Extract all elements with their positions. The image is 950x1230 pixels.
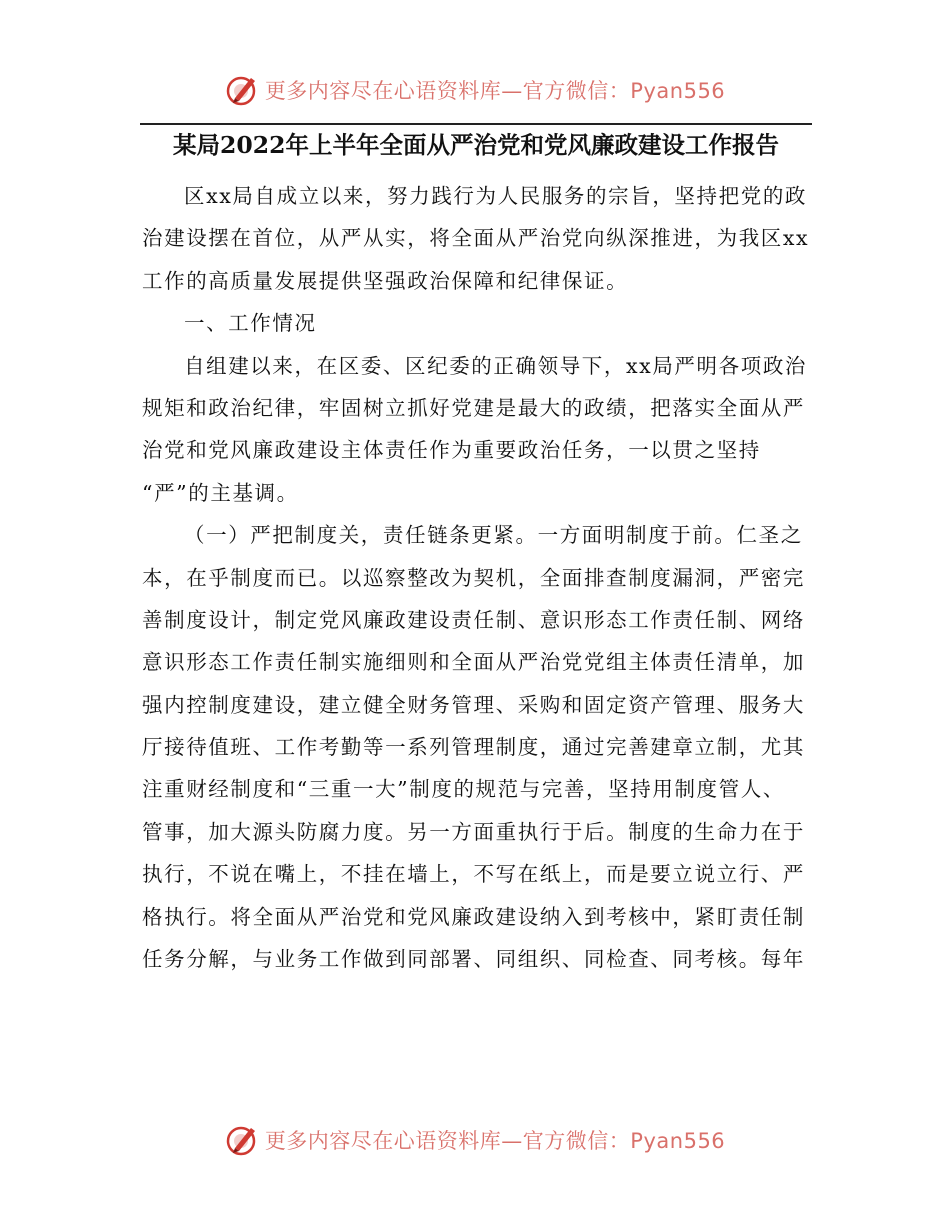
document-title: 某局2022年上半年全面从严治党和党风廉政建设工作报告 xyxy=(173,131,779,159)
watermark-text: 更多内容尽在心语资料库—官方微信：Pyan556 xyxy=(264,1129,726,1153)
body-line: 执行，不说在嘴上，不挂在墙上，不写在纸上，而是要立说立行、严 xyxy=(142,862,805,887)
body-line: 自组建以来，在区委、区纪委的正确领导下，xx局严明各项政治 xyxy=(184,353,808,378)
body-line: 厅接待值班、工作考勤等一系列管理制度，通过完善建章立制，尤其 xyxy=(142,735,805,760)
body-line: 规矩和政治纪律，牢固树立抓好党建是最大的政绩，把落实全面从严 xyxy=(142,395,805,420)
footer-watermark xyxy=(0,1118,950,1162)
body-line: 善制度设计，制定党风廉政建设责任制、意识形态工作责任制、网络 xyxy=(142,607,805,632)
body-line: 意识形态工作责任制实施细则和全面从严治党党组主体责任清单，加 xyxy=(142,650,805,675)
body-line: “严”的主基调。 xyxy=(142,480,299,505)
subsection-heading: （一）严把制度关，责任链条更紧。一方面明制度于前。仁圣之 xyxy=(184,523,803,548)
body-line: 工作的高质量发展提供坚强政治保障和纪律保证。 xyxy=(142,268,629,293)
document-body xyxy=(142,175,808,980)
title-rule xyxy=(140,123,812,125)
body-line: 任务分解，与业务工作做到同部署、同组织、同检查、同考核。每年 xyxy=(142,947,805,972)
body-line: 注重财经制度和“三重一大”制度的规范与完善，坚持用制度管人、 xyxy=(142,777,785,802)
body-line: 本，在乎制度而已。以巡察整改为契机，全面排查制度漏洞，严密完 xyxy=(142,565,805,590)
body-line: 强内控制度建设，建立健全财务管理、采购和固定资产管理、服务大 xyxy=(142,692,805,717)
header-watermark xyxy=(0,68,950,112)
body-line: 治建设摆在首位，从严从实，将全面从严治党向纵深推进，为我区xx xyxy=(142,226,810,251)
body-line: 区xx局自成立以来，努力践行为人民服务的宗旨，坚持把党的政 xyxy=(184,184,808,208)
body-line: 格执行。将全面从严治党和党风廉政建设纳入到考核中，紧盯责任制 xyxy=(142,904,805,929)
body-line: 治党和党风廉政建设主体责任作为重要政治任务，一以贯之坚持 xyxy=(142,438,761,463)
body-line: 管事，加大源头防腐力度。另一方面重执行于后。制度的生命力在于 xyxy=(142,819,805,844)
watermark-text: 更多内容尽在心语资料库—官方微信：Pyan556 xyxy=(264,79,726,103)
section-heading: 一、工作情况 xyxy=(184,311,317,336)
pen-logo-icon xyxy=(225,1122,261,1158)
pen-logo-icon xyxy=(225,72,261,108)
